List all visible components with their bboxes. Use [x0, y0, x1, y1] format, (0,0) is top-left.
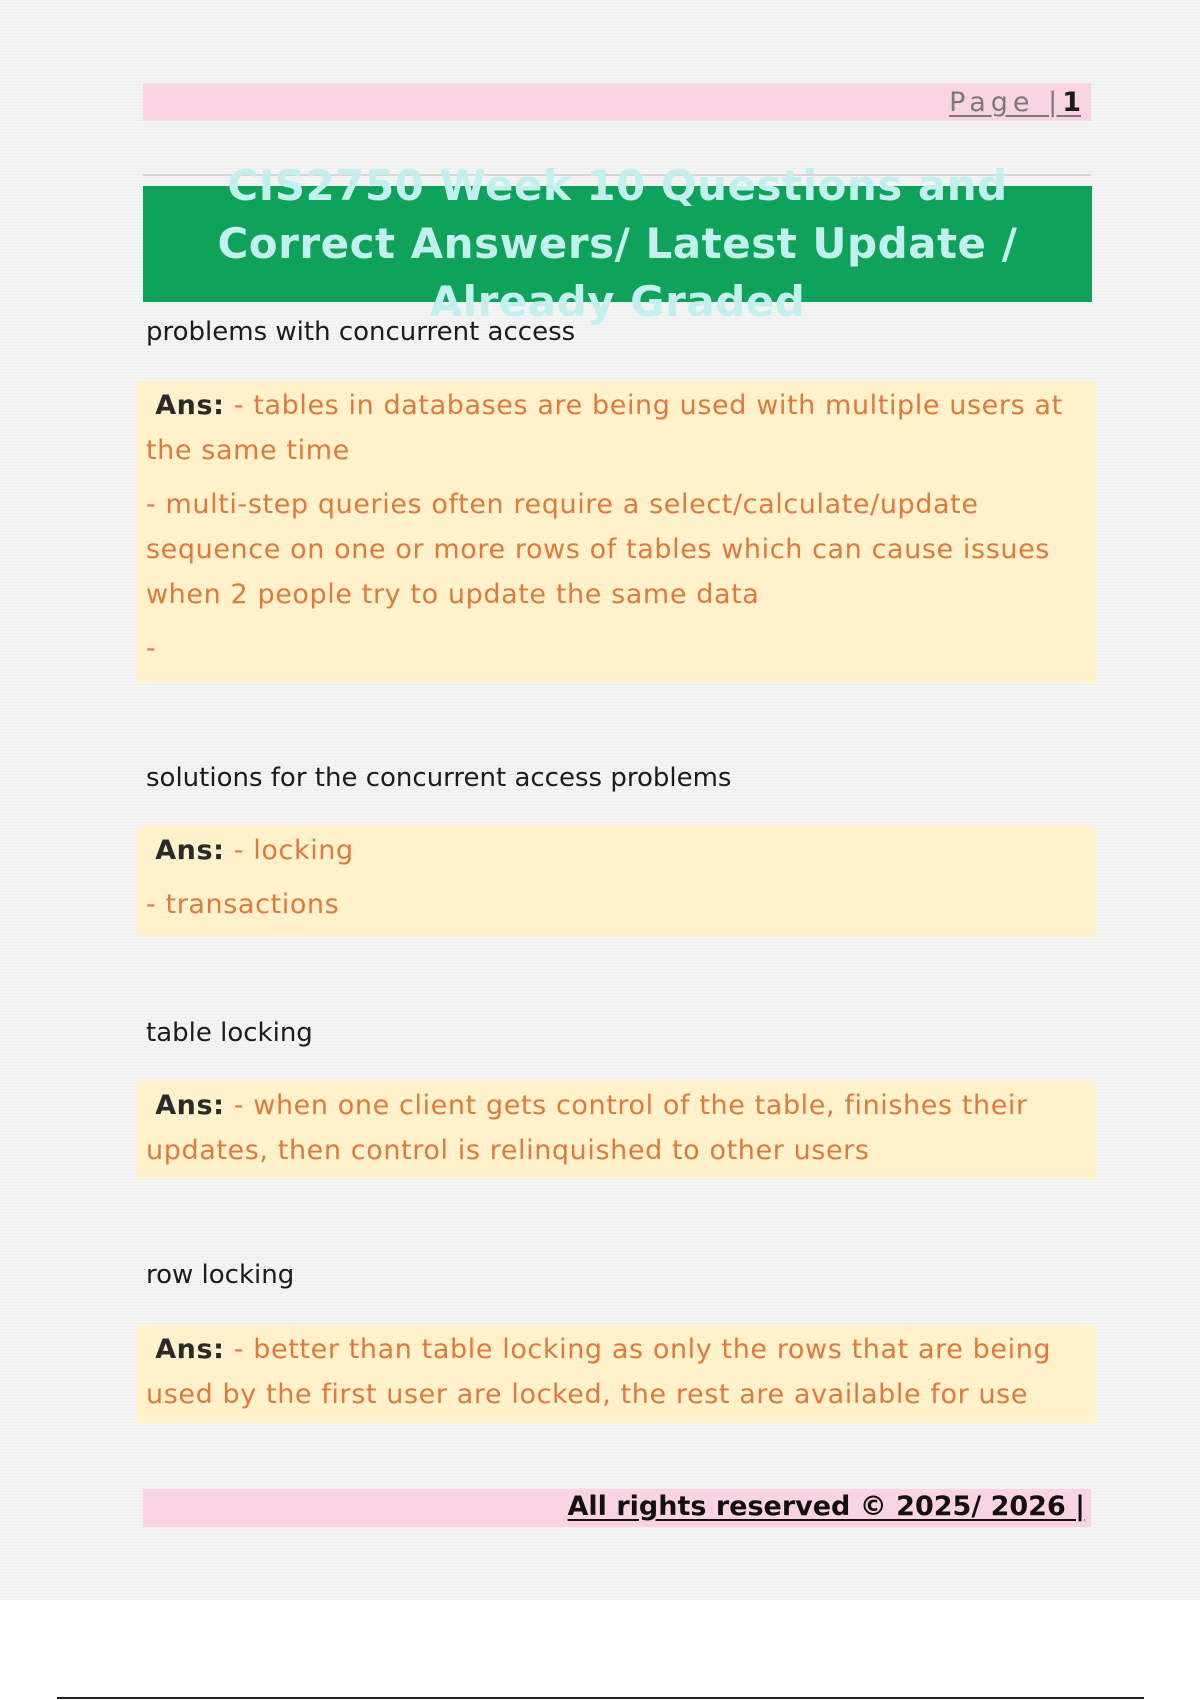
answer-3 [137, 1081, 1097, 1179]
bottom-rule [57, 1697, 1144, 1699]
answer-line: - transactions [146, 889, 340, 920]
answer-line: Ans: - tables in databases are being used with multiple users at the same time [146, 390, 1063, 466]
question-1: problems with concurrent access [146, 317, 576, 347]
question-4: row locking [146, 1260, 295, 1290]
title-banner [143, 161, 1092, 326]
header-bar [143, 83, 1091, 121]
answer-line: Ans: - better than table locking as only the rows that are being used by the first user are locked, the rest are available for use [146, 1334, 1052, 1410]
answer-4 [137, 1325, 1097, 1423]
question-3: table locking [146, 1018, 313, 1048]
answer-line: Ans: - when one client gets control of the table, finishes their updates, then control is relinquished to other users [146, 1090, 1028, 1166]
answer-2 [137, 826, 1097, 937]
answer-line: Ans: - locking [155, 835, 354, 866]
question-2: solutions for the concurrent access problems [146, 763, 732, 793]
ans-label: Ans: [155, 1090, 225, 1121]
answer-line: - multi-step queries often require a select/calculate/update sequence on one or more rows of tables which can cause issues when 2 people try to update the same data [146, 489, 1050, 610]
footer-bar [143, 1489, 1091, 1527]
document-title: CIS2750 Week 10 Questions and Correct Answers/ Latest Update / Already Graded [217, 161, 1018, 326]
copyright-text: All rights reserved © 2025/ 2026 | [567, 1491, 1085, 1522]
ans-label: Ans: [155, 390, 225, 421]
page-number: Page |1 [949, 87, 1081, 118]
ans-label: Ans: [155, 1334, 225, 1365]
answer-1 [137, 381, 1097, 683]
answer-line: - [146, 633, 157, 664]
ans-label: Ans: [155, 835, 225, 866]
